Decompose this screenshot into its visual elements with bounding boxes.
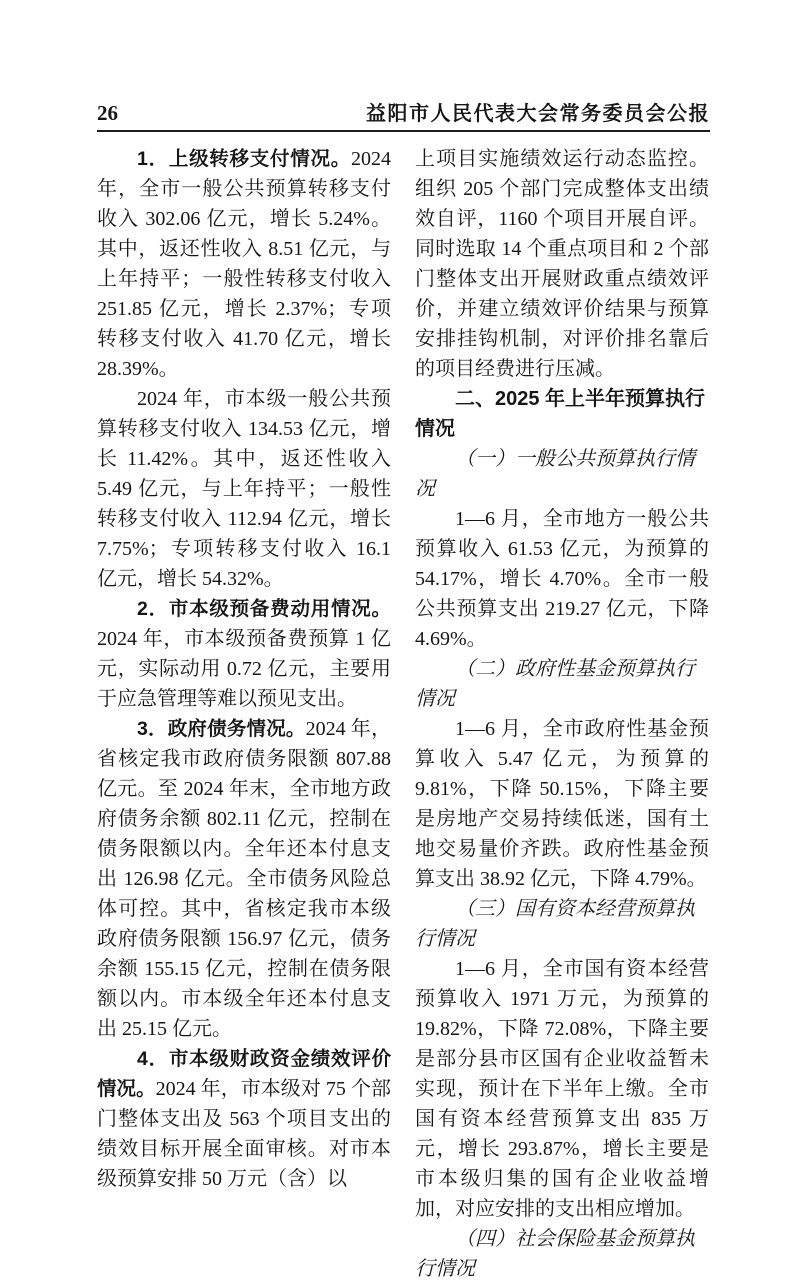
paragraph-text: 2024 年，全市一般公共预算转移支付收入 302.06 亿元，增长 5.24%。其中，返还性收入 8.51 亿元，与上年持平；一般性转移支付收入 251.85 亿元，增长 2.37%；专项转移支付收入 41.70 亿元，增长 28.39%。 — [97, 148, 391, 380]
right-column — [415, 144, 709, 1284]
paragraph-lead: 3．政府债务情况。 — [137, 718, 306, 740]
paragraph-government-funds-execution — [415, 714, 709, 894]
document-body — [97, 144, 710, 1284]
paragraph-text: 1—6 月，全市国有资本经营预算收入 1971 万元，为预算的 19.82%，下降 72.08%，下降主要是部分县市区国有企业收益暂未实现，预计在下半年上缴。全市国有资本经营预算支出 835 万元，增长 293.87%，增长主要是市本级归集的国有企业收益增加，对应安排的支出相应增加。 — [415, 958, 709, 1220]
paragraph-text: 上项目实施绩效运行动态监控。组织 205 个部门完成整体支出绩效自评，1160 个项目开展自评。同时选取 14 个重点项目和 2 个部门整体支出开展财政重点绩效评价，并建立绩效评价结果与预算安排挂钩机制，对评价排名靠后的项目经费进行压减。 — [415, 148, 709, 380]
header-rule — [97, 130, 710, 132]
subheading-social-insurance: （四）社会保险基金预算执行情况 — [415, 1228, 695, 1280]
paragraph-state-capital-execution — [415, 954, 709, 1224]
page-header — [97, 103, 710, 130]
paragraph-lead: 1．上级转移支付情况。 — [137, 148, 351, 170]
paragraph-text: 2024 年，市本级对 75 个部门整体支出及 563 个项目支出的绩效目标开展全面审核。对市本级预算安排 50 万元（含）以 — [97, 1078, 391, 1190]
paragraph-general-budget-execution — [415, 504, 709, 654]
paragraph-text: 1—6 月，全市政府性基金预算收入 5.47 亿元，为预算的 9.81%，下降 50.15%，下降主要是房地产交易持续低迷，国有土地交易量价齐跌。政府性基金预算支出 38.92 亿元，下降 4.79%。 — [415, 718, 709, 890]
paragraph-text: 2024 年，省核定我市政府债务限额 807.88 亿元。至 2024 年末，全市地方政府债务余额 802.11 亿元，控制在债务限额以内。全年还本付息支出 126.98 亿元。全市债务风险总体可控。其中，省核定我市本级政府债务限额 156.97 亿元，债务余额 155.15 亿元，控制在债务限额以内。市本级全年还本付息支出 25.15 亿元。 — [97, 718, 391, 1040]
subheading-government-funds: （二）政府性基金预算执行情况 — [415, 658, 695, 710]
paragraph-lead: 4．市本级财政资金绩效评价情况。 — [97, 1048, 391, 1100]
paragraph-performance-evaluation — [97, 1044, 391, 1194]
paragraph-transfer-payments — [97, 144, 391, 384]
section-heading-2025-budget: 二、2025 年上半年预算执行情况 — [415, 388, 706, 440]
paragraph-reserve-fund — [97, 594, 391, 714]
paragraph-performance-monitoring — [415, 144, 709, 384]
paragraph-government-debt — [97, 714, 391, 1044]
subheading-general-budget: （一）一般公共预算执行情况 — [415, 448, 695, 500]
page-number: 26 — [97, 101, 118, 125]
paragraph-text: 2024 年，市本级预备费预算 1 亿元，实际动用 0.72 亿元，主要用于应急管理等难以预见支出。 — [97, 628, 391, 710]
paragraph-lead: 2．市本级预备费动用情况。 — [137, 598, 391, 620]
left-column — [97, 144, 391, 1284]
paragraph-text: 2024 年，市本级一般公共预算转移支付收入 134.53 亿元，增长 11.42%。其中，返还性收入 5.49 亿元，与上年持平；一般性转移支付收入 112.94 亿元，增长 7.75%；专项转移支付收入 16.1 亿元，增长 54.32%。 — [97, 388, 391, 590]
paragraph-city-level-transfer — [97, 384, 391, 594]
header-title: 益阳市人民代表大会常务委员会公报 — [366, 103, 710, 125]
subheading-state-capital: （三）国有资本经营预算执行情况 — [415, 898, 695, 950]
paragraph-text: 1—6 月，全市地方一般公共预算收入 61.53 亿元，为预算的 54.17%，增长 4.70%。全市一般公共预算支出 219.27 亿元，下降 4.69%。 — [415, 508, 709, 650]
